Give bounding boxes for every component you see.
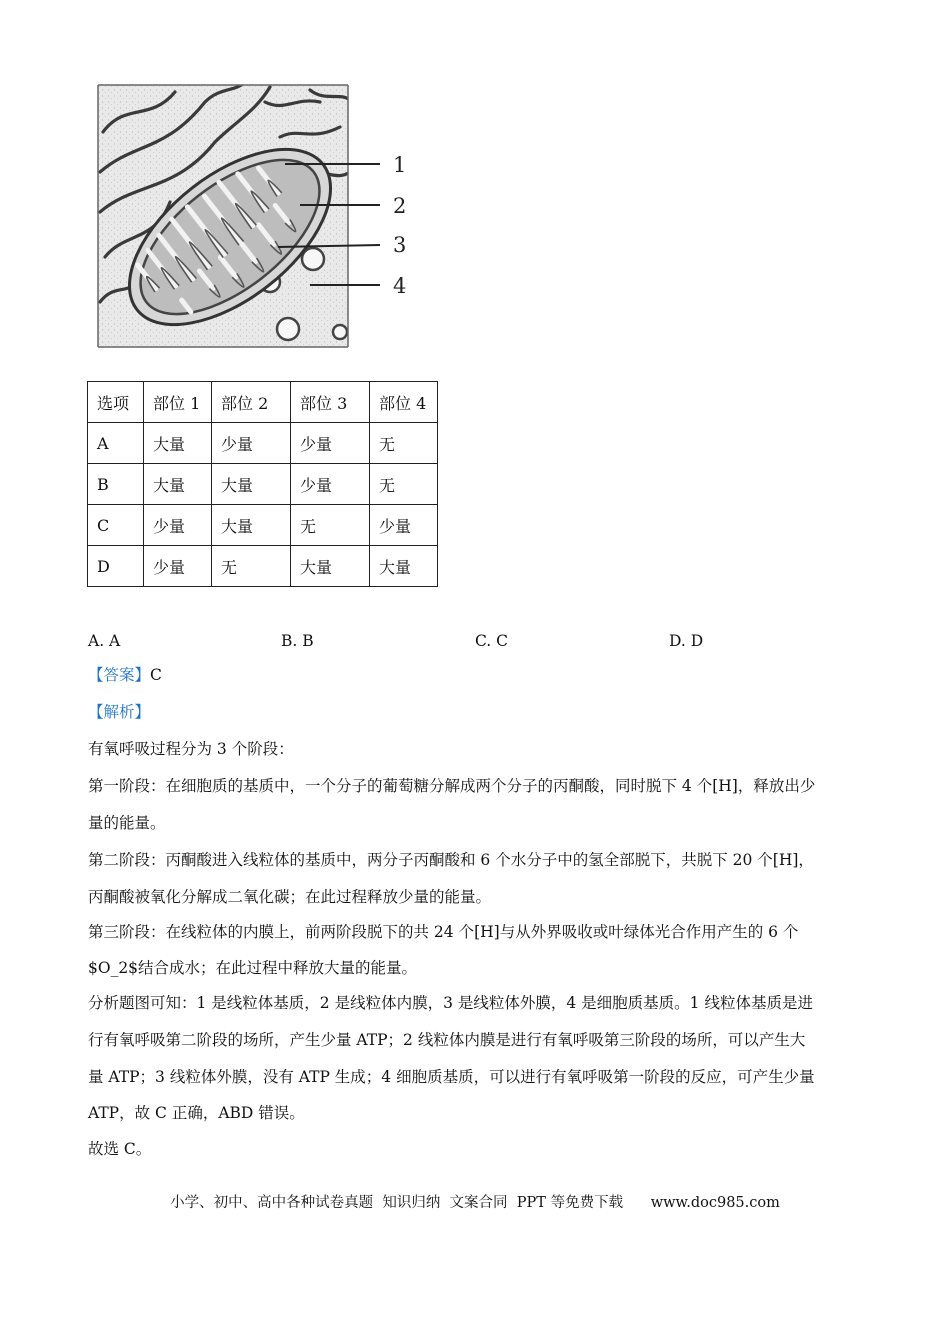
- table-cell: 无: [212, 546, 291, 587]
- answer-choices: [88, 632, 868, 654]
- choice-c: C. C: [475, 632, 509, 650]
- page-footer: 小学、初中、高中各种试卷真题 知识归纳 文案合同 PPT 等免费下载 www.doc985.com: [170, 1195, 780, 1211]
- table-header-cell: 选项: [88, 382, 144, 423]
- table-cell: 大量: [291, 546, 370, 587]
- answer-value: C: [150, 666, 162, 684]
- analysis-line: ATP，故 C 正确，ABD 错误。: [88, 1104, 305, 1122]
- label-1: 1: [393, 153, 407, 177]
- analysis-line: 量的能量。: [88, 814, 166, 832]
- table-cell: B: [88, 464, 144, 505]
- label-4: 4: [393, 274, 407, 298]
- table-cell: 少量: [370, 505, 438, 546]
- table-row: [88, 464, 438, 505]
- table-cell: 大量: [144, 423, 212, 464]
- analysis-line: $O_2$结合成水；在此过程中释放大量的能量。: [88, 959, 418, 977]
- table-cell: 少量: [291, 464, 370, 505]
- table-cell: 大量: [212, 505, 291, 546]
- analysis-line: 分析题图可知：1 是线粒体基质，2 是线粒体内膜，3 是线粒体外膜，4 是细胞质基质。1 线粒体基质是进: [88, 994, 813, 1012]
- mitochondrion-diagram: [95, 82, 425, 357]
- answer-line: [88, 657, 868, 694]
- table-header-cell: 部位 2: [212, 382, 291, 423]
- mitochondrion-figure: [95, 82, 425, 357]
- label-2: 2: [393, 194, 407, 218]
- table-header-cell: 部位 3: [291, 382, 370, 423]
- table-cell: D: [88, 546, 144, 587]
- table-header-cell: 部位 4: [370, 382, 438, 423]
- analysis-line: 第三阶段：在线粒体的内膜上，前两阶段脱下的共 24 个[H]与从外界吸收或叶绿体光合作用产生的 6 个: [88, 923, 799, 941]
- analysis-line: 第二阶段：丙酮酸进入线粒体的基质中，两分子丙酮酸和 6 个水分子中的氢全部脱下，共脱下 20 个[H]，: [88, 851, 814, 869]
- label-3: 3: [393, 233, 407, 257]
- table-cell: 大量: [212, 464, 291, 505]
- analysis-tag-line: [88, 694, 868, 731]
- table-header-row: [88, 382, 438, 423]
- table-cell: 少量: [144, 546, 212, 587]
- table-cell: 无: [370, 464, 438, 505]
- analysis-line: 行有氧呼吸第二阶段的场所，产生少量 ATP；2 线粒体内膜是进行有氧呼吸第三阶段的场所，可以产生大: [88, 1031, 806, 1049]
- choice-d: D. D: [669, 632, 704, 650]
- options-table: [87, 381, 438, 587]
- table-cell: 大量: [144, 464, 212, 505]
- table-cell: A: [88, 423, 144, 464]
- table-header-cell: 部位 1: [144, 382, 212, 423]
- table-cell: 无: [291, 505, 370, 546]
- table-cell: 无: [370, 423, 438, 464]
- answer-tag: 【答案】: [88, 666, 151, 684]
- analysis-line: 量 ATP；3 线粒体外膜，没有 ATP 生成；4 细胞质基质，可以进行有氧呼吸第一阶段的反应，可产生少量: [88, 1068, 815, 1086]
- table-cell: 少量: [212, 423, 291, 464]
- analysis-line: 丙酮酸被氧化分解成二氧化碳；在此过程释放少量的能量。: [88, 888, 492, 906]
- table-row: [88, 546, 438, 587]
- choice-b: B. B: [281, 632, 314, 650]
- analysis-line: 有氧呼吸过程分为 3 个阶段：: [88, 740, 294, 758]
- table-cell: 少量: [144, 505, 212, 546]
- table-cell: 大量: [370, 546, 438, 587]
- choice-a: A. A: [88, 632, 121, 650]
- analysis-line: 第一阶段：在细胞质的基质中，一个分子的葡萄糖分解成两个分子的丙酮酸，同时脱下 4 个[H]，释放出少: [88, 777, 816, 795]
- analysis-tag: 【解析】: [88, 703, 151, 721]
- table-cell: 少量: [291, 423, 370, 464]
- analysis-line: 故选 C。: [88, 1140, 152, 1158]
- table-row: [88, 505, 438, 546]
- table-cell: C: [88, 505, 144, 546]
- table-row: [88, 423, 438, 464]
